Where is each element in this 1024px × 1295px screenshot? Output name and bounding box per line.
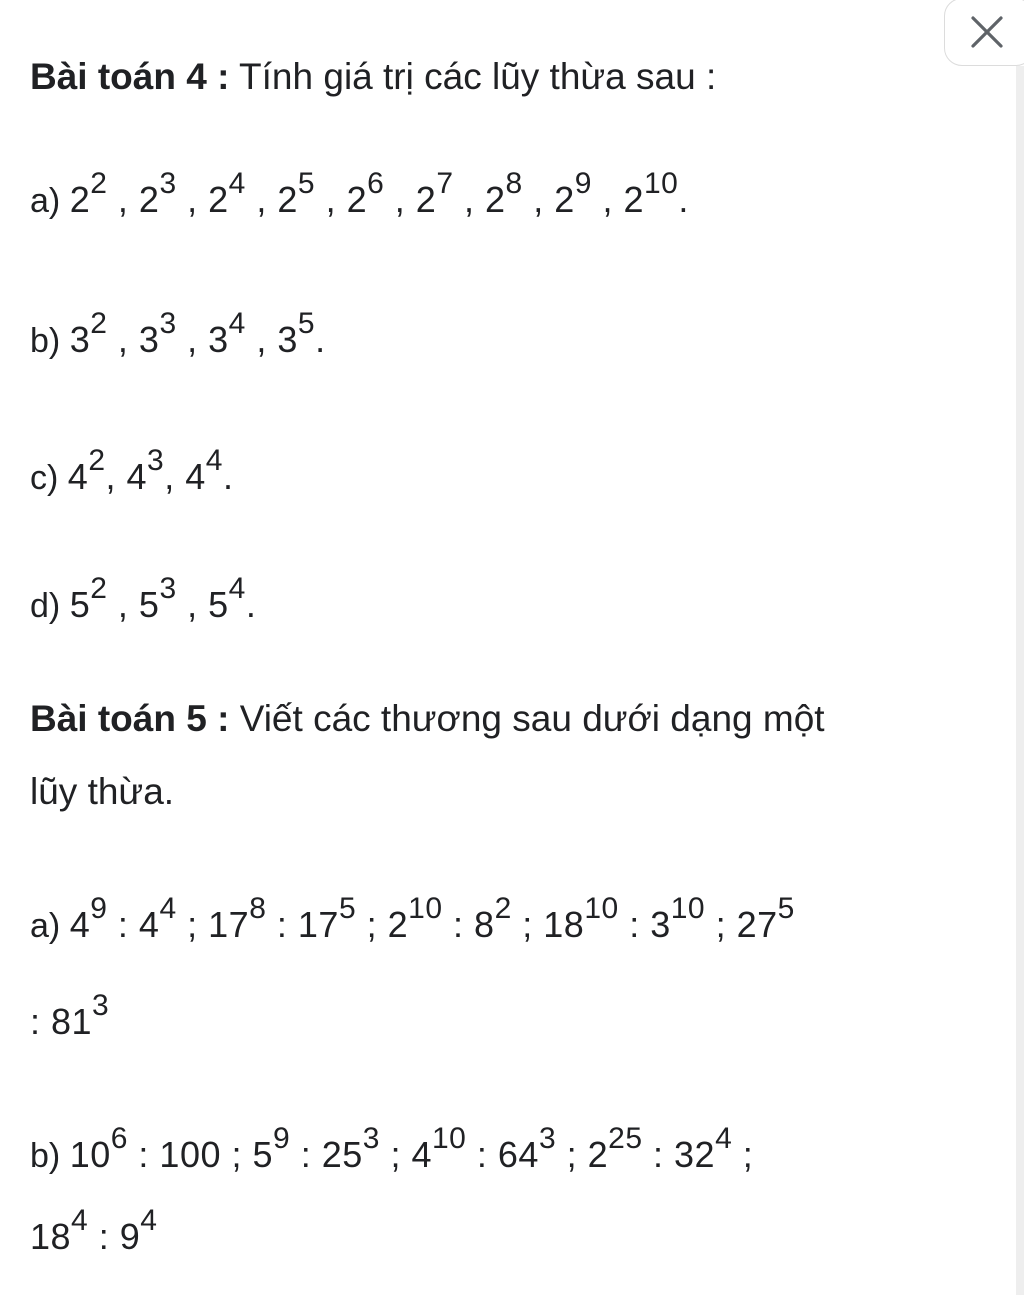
item-expression: $4^9$ : $4^4$ ; $17^8$ : $17^5$ ; $2^{10}$ : $8^2$ ; $18^{10}$ : $3^{10}$ ; $27^5$: [69, 892, 795, 945]
problem4-item-d: [30, 573, 256, 628]
item-label: b): [30, 1137, 61, 1175]
problem5-heading: [30, 697, 825, 741]
item-expression: $10^6$ : 100 ; $5^9$ : $25^3$ ; $4^{10}$ : $64^3$ ; $2^{25}$ : $32^4$ ;: [69, 1122, 754, 1175]
item-expression-continued: $18^4$ : $9^4$: [30, 1204, 158, 1257]
item-label: b): [30, 322, 61, 360]
problem5-item-b: [30, 1123, 753, 1178]
problem5-text-line1: Viết các thương sau dưới dạng một: [239, 698, 825, 739]
problem4-item-b: [30, 308, 326, 363]
item-expression: $4^2$, $4^3$, $4^4$.: [67, 444, 234, 497]
item-label: d): [30, 587, 61, 625]
item-expression: $2^2$ , $2^3$ , $2^4$ , $2^5$ , $2^6$ , $2^7$ , $2^8$ , $2^9$ , $2^{10}$.: [69, 167, 689, 220]
problem5-label: Bài toán 5 :: [30, 698, 230, 739]
item-expression: $5^2$ , $5^3$ , $5^4$.: [69, 572, 257, 625]
problem5-item-a-continued: [30, 990, 109, 1045]
item-label: a): [30, 907, 61, 945]
close-button[interactable]: [944, 0, 1024, 66]
item-label: a): [30, 182, 61, 220]
item-expression: $3^2$ , $3^3$ , $3^4$ , $3^5$.: [69, 307, 326, 360]
close-icon: [967, 15, 1007, 51]
problem4-label: Bài toán 4 :: [30, 56, 230, 97]
problem4-heading: [30, 55, 716, 99]
problem5-item-a: [30, 893, 795, 948]
problem4-item-a: [30, 168, 689, 223]
scroll-edge: [1016, 66, 1024, 1295]
item-label: c): [30, 459, 59, 497]
problem4-item-c: [30, 445, 233, 500]
problem5-item-b-continued: [30, 1205, 157, 1260]
item-expression-continued: : $81^3$: [30, 989, 110, 1042]
problem5-text-line2: lũy thừa.: [30, 771, 175, 812]
problem4-text: Tính giá trị các lũy thừa sau :: [239, 56, 717, 97]
